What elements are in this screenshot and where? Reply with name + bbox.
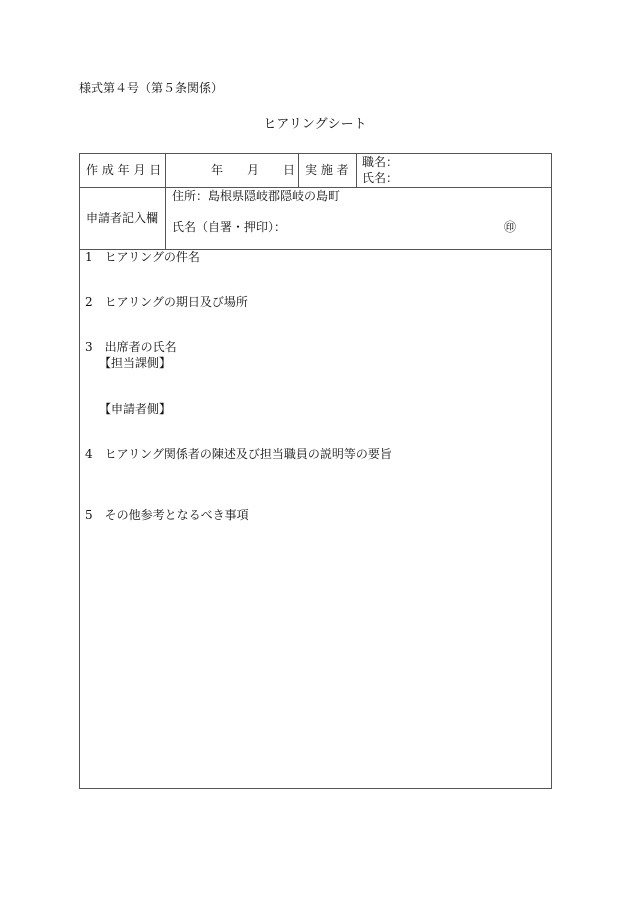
form-number: 様式第４号（第５条関係） xyxy=(79,81,224,95)
item-attendees: 3 出席者の氏名 xyxy=(85,340,177,354)
created-date-label: 作 成 年 月 日 xyxy=(86,163,162,177)
item-attendees-dept: 【担当課側】 xyxy=(99,356,172,370)
implementer-name-field[interactable]: 氏名： xyxy=(362,171,399,185)
col-divider xyxy=(356,153,357,187)
item-statements: 4 ヒアリング関係者の陳述及び担当職員の説明等の要旨 xyxy=(85,447,392,461)
day-field[interactable]: 日 xyxy=(283,163,296,177)
year-field[interactable]: 年 xyxy=(211,163,224,177)
border-top xyxy=(79,153,552,154)
col-divider xyxy=(298,153,299,187)
applicant-label: 申請者記入欄 xyxy=(86,211,159,225)
seal-mark: ㊞ xyxy=(504,220,517,234)
border-bottom xyxy=(79,788,552,789)
applicant-name-field[interactable]: 氏名（自署・押印）： xyxy=(172,220,287,234)
row-divider xyxy=(79,187,552,188)
item-subject: 1 ヒアリングの件名 xyxy=(85,250,200,264)
item-other: 5 その他参考となるべき事項 xyxy=(85,508,249,522)
implementer-label: 実 施 者 xyxy=(305,163,349,177)
page-title: ヒアリングシート xyxy=(263,117,367,132)
item-attendees-applicant: 【申請者側】 xyxy=(99,402,172,416)
address-field[interactable]: 住所：島根県隠岐郡隠岐の島町 xyxy=(172,189,341,203)
border-right xyxy=(551,153,552,789)
border-left xyxy=(79,153,80,789)
job-title-field[interactable]: 職名： xyxy=(362,155,399,169)
col-divider xyxy=(165,153,166,249)
month-field[interactable]: 月 xyxy=(247,163,260,177)
item-date-place: 2 ヒアリングの期日及び場所 xyxy=(85,295,248,309)
